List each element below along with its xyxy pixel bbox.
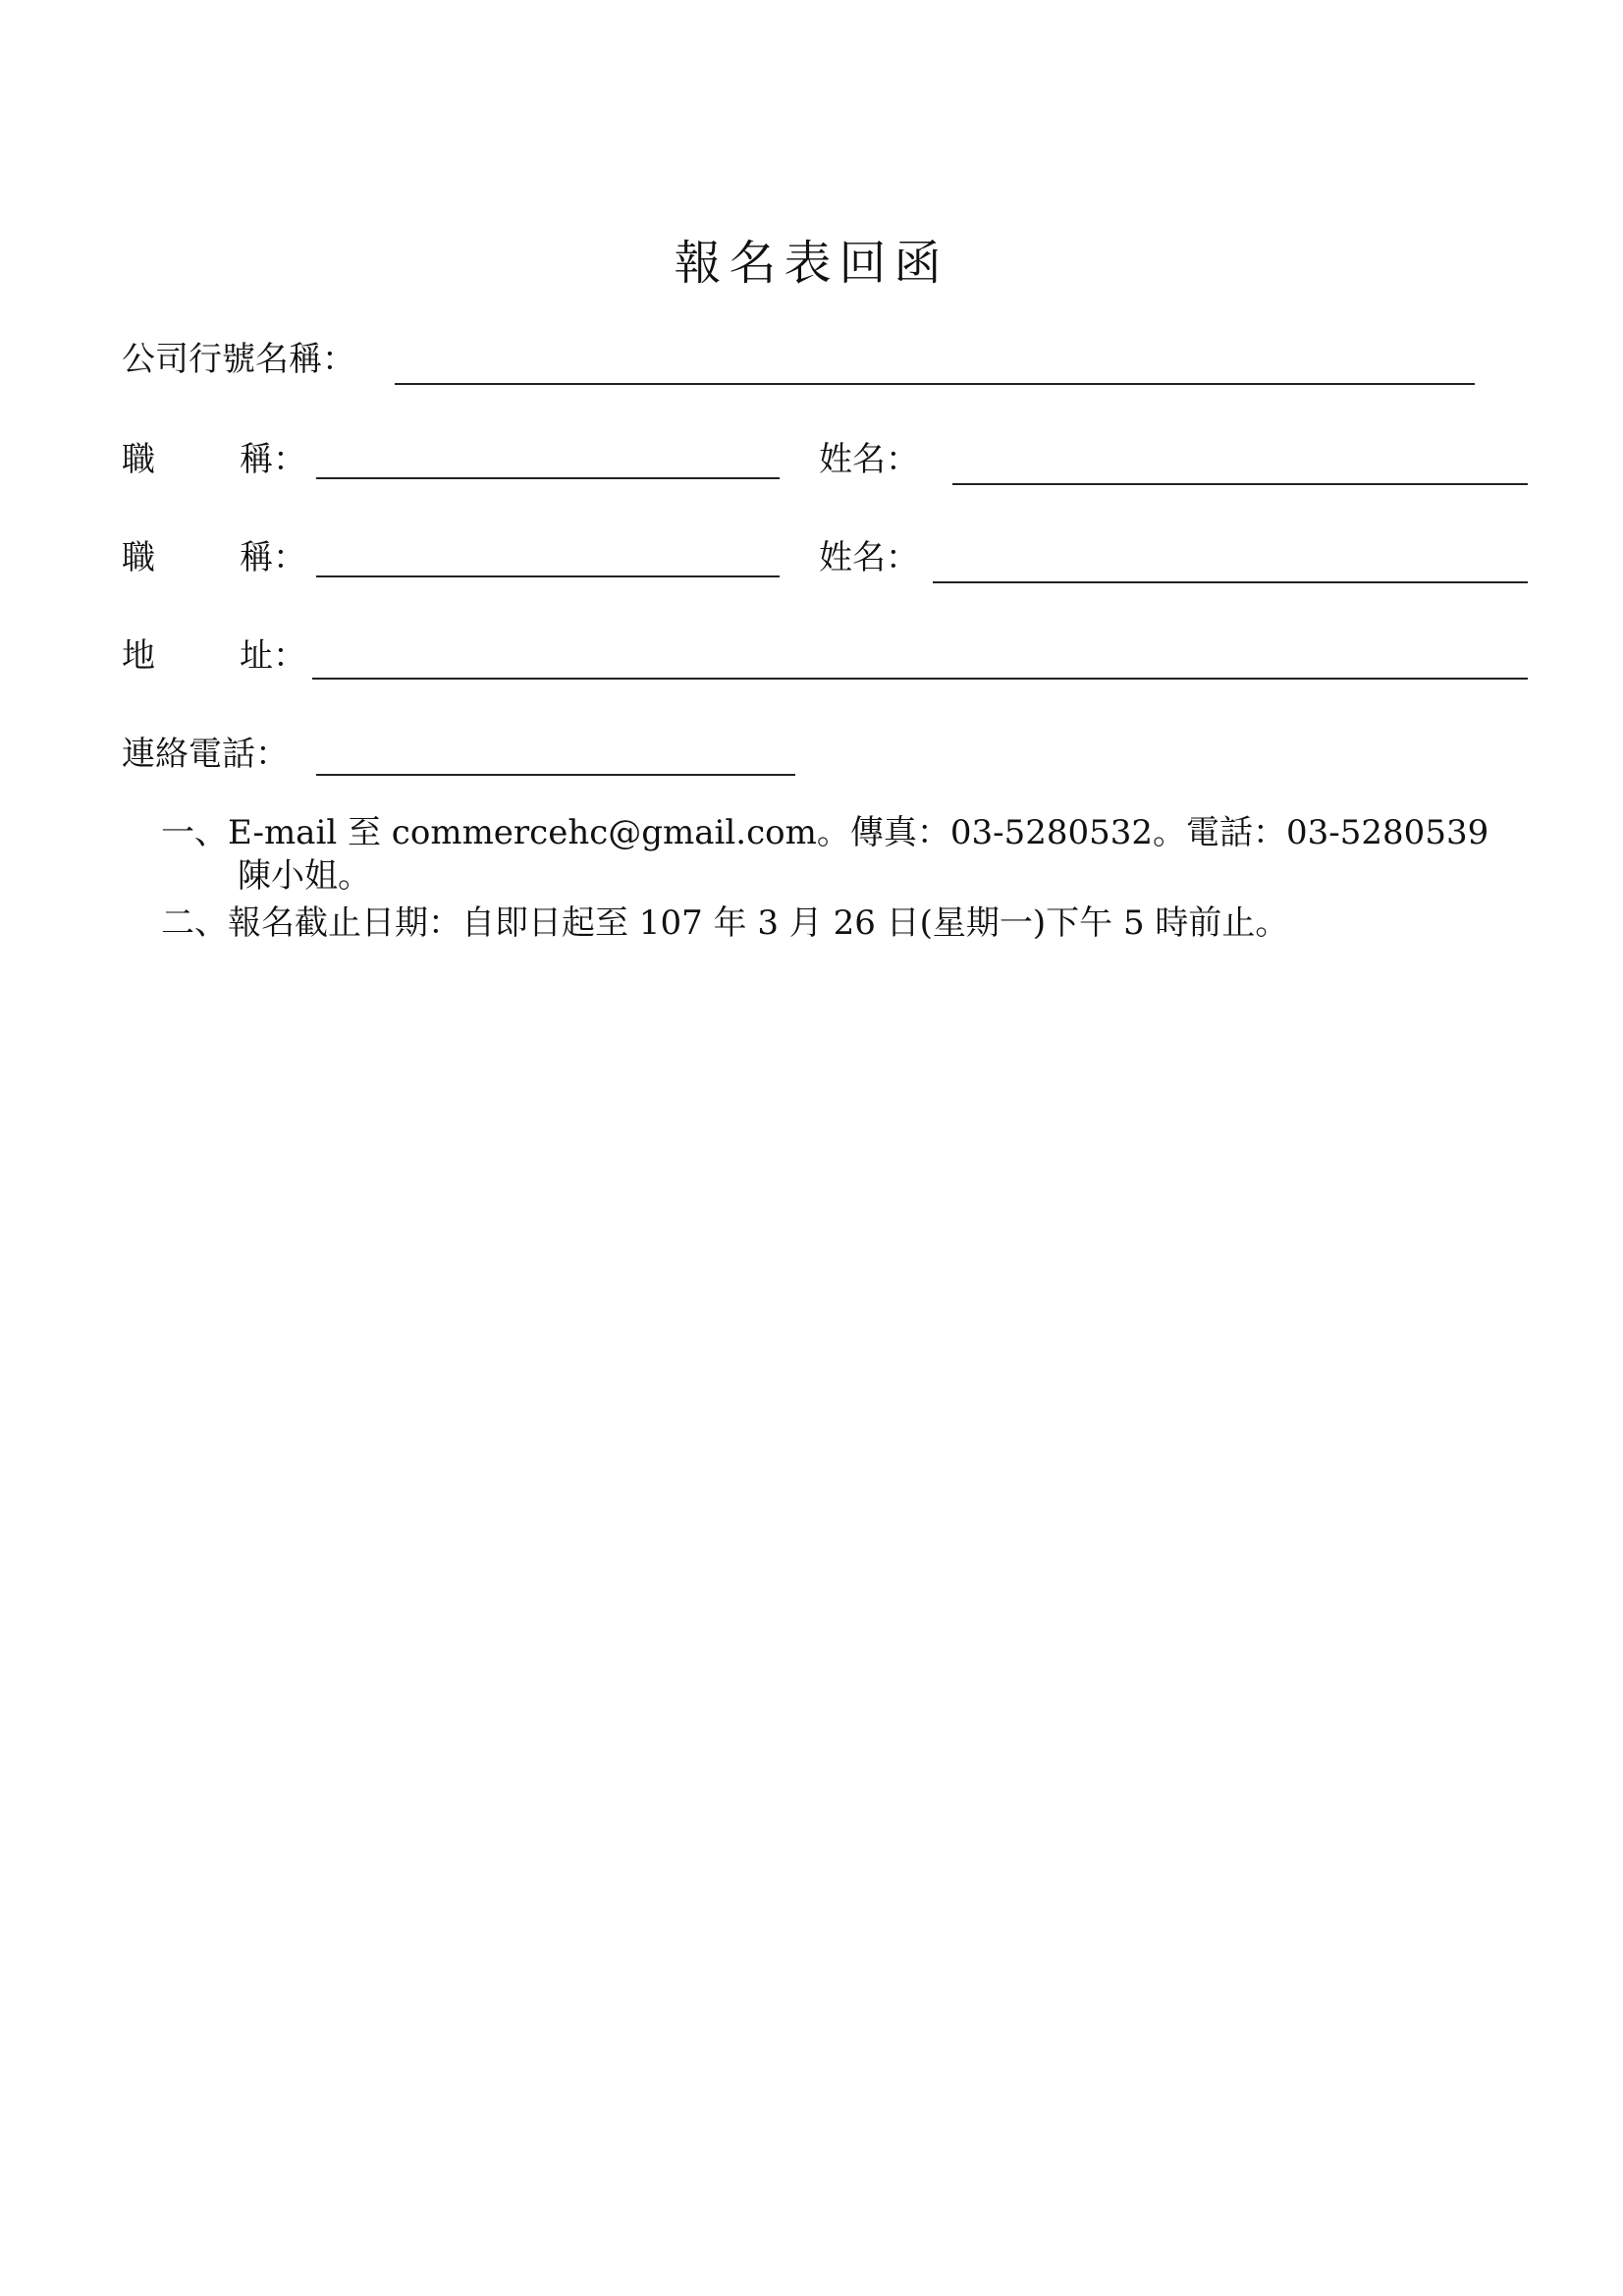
job-title-1-label: 稱： [240, 440, 306, 479]
phone-label: 連絡電話： [122, 735, 289, 774]
company-name-field[interactable] [395, 383, 1475, 385]
phone-field[interactable] [316, 774, 795, 776]
name-2-label: 姓名： [819, 538, 919, 577]
address-label-char: 地 [122, 636, 155, 676]
note-2: 二、報名截止日期：自即日起至 107 年 3 月 26 日(星期一)下午 5 時前止。 [161, 903, 1289, 943]
address-label: 址： [240, 636, 306, 676]
job-title-2-field[interactable] [316, 575, 780, 577]
company-name-label: 公司行號名稱： [122, 340, 355, 379]
form-title: 報名表回函 [674, 236, 949, 291]
note-1-line-2: 陳小姐。 [238, 856, 371, 896]
job-title-2-label: 稱： [240, 538, 306, 577]
name-1-field[interactable] [952, 483, 1528, 485]
note-1-line-1: 一、E-mail 至 commercehc@gmail.com。傳真：03-5280532。電話：03-5280539 [161, 813, 1489, 852]
name-1-label: 姓名： [819, 440, 919, 479]
job-title-1-field[interactable] [316, 477, 780, 479]
address-field[interactable] [312, 678, 1528, 680]
job-title-1-label-char: 職 [122, 440, 155, 479]
name-2-field[interactable] [933, 581, 1528, 583]
job-title-2-label-char: 職 [122, 538, 155, 577]
